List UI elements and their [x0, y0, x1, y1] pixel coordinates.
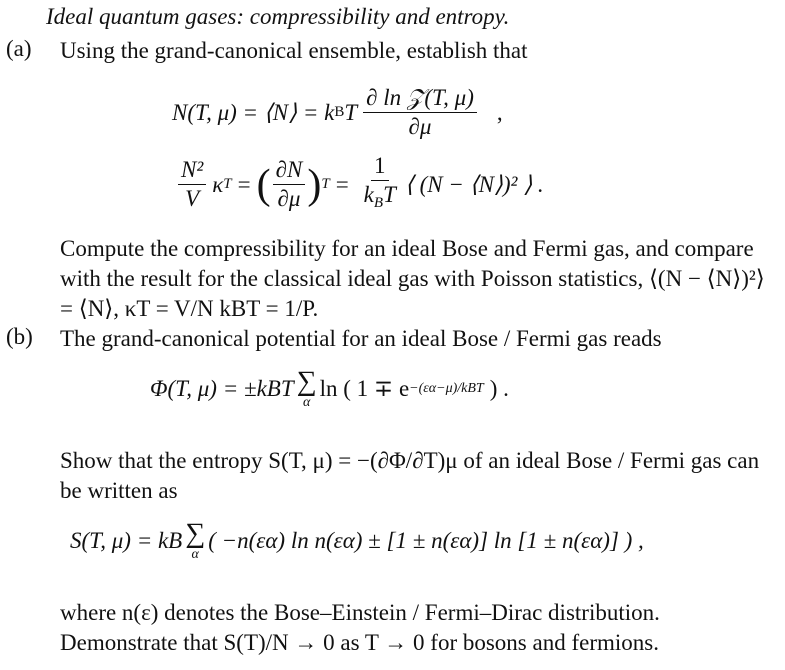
eq2-lhs-numerator: N²: [178, 156, 206, 185]
eq3-end: ) .: [489, 376, 509, 401]
eq1-fraction: [363, 84, 477, 141]
eq1-lhs: N(T, μ) = ⟨N⟩ = k: [172, 99, 335, 125]
eq3-body: ln ( 1 ∓ e: [319, 376, 410, 401]
eq2-lhs-fraction: [178, 156, 206, 213]
part-a-text: Compute the compressibility for an ideal Bose and Fermi gas, and compare with the result for the classical ideal gas with Poisson statistics, ⟨(N − ⟨N⟩)²⟩ = ⟨N⟩, κT = V/N kBT = 1/P.: [60, 236, 765, 321]
equation-entropy: [70, 520, 644, 562]
eq3-exponent: −(εα−μ)/kBT: [409, 381, 484, 396]
eq4-sum-index: α: [191, 547, 199, 562]
eq2-tail: ⟨ (N − ⟨N⟩)² ⟩ .: [404, 171, 544, 197]
equation-particle-number: N(T, μ) = ⟨N⟩ = k B T $\frac{\text{∂ ln 𝒵(T, μ)}}{\partial\mu}$ ,: [172, 85, 503, 139]
eq2-rhs-denominator: k: [363, 182, 374, 207]
part-b-text1: Show that the entropy S(T, μ) = −(∂Φ/∂T)μ of an ideal Bose / Fermi gas can be written as: [60, 448, 760, 503]
eq2-mid-fraction: [273, 156, 306, 213]
eq2-kappa: κ: [212, 171, 224, 197]
part-a-intro: Using the grand-canonical ensemble, establish that: [60, 38, 528, 63]
equation-compressibility: $\frac{\text{N²}}{V}$ κ T = ( $\frac{\partial N}{\partial\mu}$ ) T = $\frac{1}{k_BT}$ ⟨ (N − ⟨N⟩)² ⟩ .: [172, 152, 544, 217]
eq4-body: ( −n(εα) ln n(εα) ± [1 ± n(εα)] ln [1 ± n(εα)] ) ,: [208, 528, 644, 553]
eq2-lhs-denominator: V: [185, 186, 200, 211]
eq4-sum: ∑ α: [185, 518, 206, 562]
eq3-lhs: Φ(T, μ) = ±kBT: [150, 376, 294, 401]
eq1-denominator: ∂μ: [408, 114, 432, 139]
problem-title: Ideal quantum gases: compressibility and entropy.: [46, 4, 510, 29]
eq3-sum-index: α: [302, 395, 311, 410]
part-b-intro: The grand-canonical potential for an ideal Bose / Fermi gas reads: [60, 326, 662, 351]
eq2-rhs-fraction: $\frac{1}{k_BT}$: [363, 153, 396, 211]
eq3-sum: ∑ α: [296, 366, 317, 410]
eq4-lhs: S(T, μ) = kB: [70, 528, 183, 553]
equation-grand-potential: [150, 368, 509, 410]
part-b-text2: where n(ε) denotes the Bose–Einstein / Fermi–Dirac distribution. Demonstrate that S(T)/N → 0 as T → 0 for bosons and fermions.: [60, 600, 660, 655]
part-b-label: (b): [6, 324, 33, 349]
eq2-rhs-numerator: 1: [371, 152, 389, 181]
eq2-mid-denominator: ∂μ: [277, 186, 301, 211]
part-a-label: (a): [6, 36, 32, 61]
eq2-mid-numerator: ∂N: [273, 156, 306, 185]
eq1-numerator: ∂ ln 𝒵(T, μ): [363, 84, 477, 113]
